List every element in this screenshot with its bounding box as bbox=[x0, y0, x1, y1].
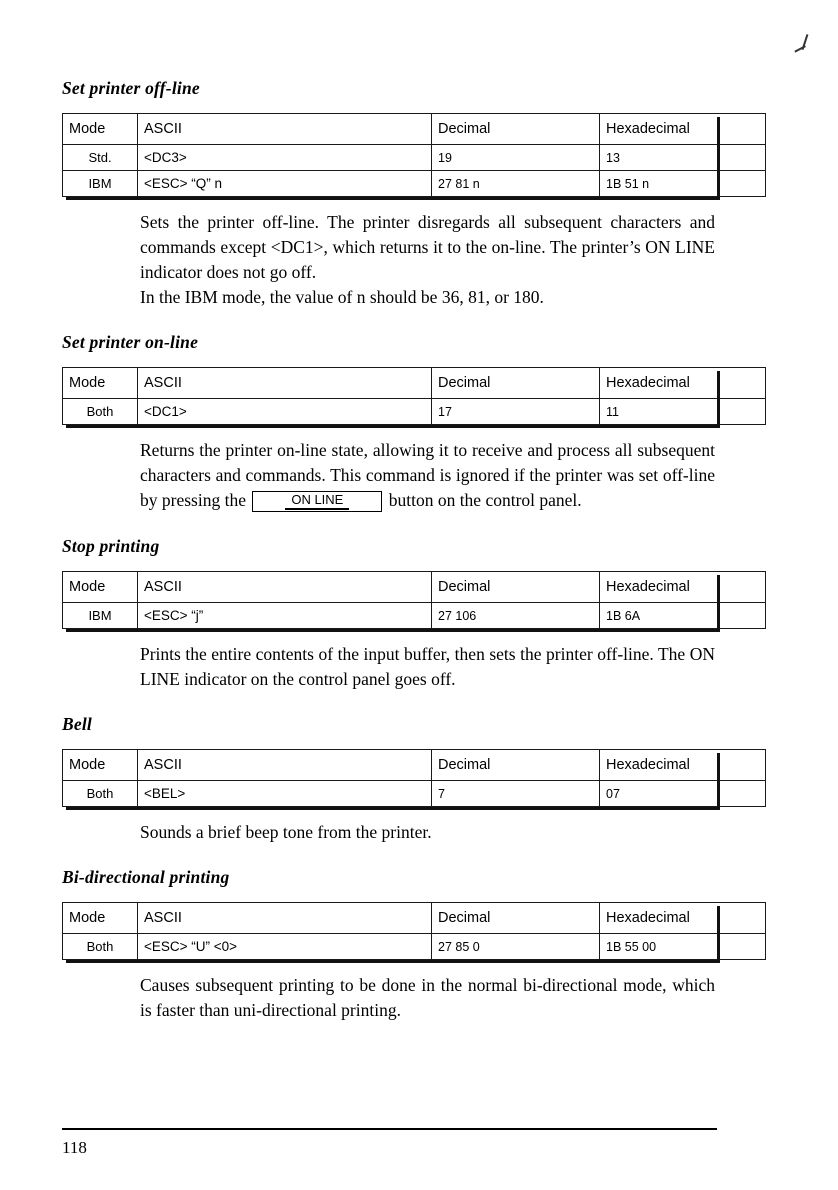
col-header-mode: Mode bbox=[63, 572, 138, 603]
on-line-button[interactable] bbox=[252, 491, 382, 512]
section-body bbox=[140, 820, 715, 845]
table-header-row bbox=[63, 572, 766, 603]
paragraph: Sounds a brief beep tone from the printer. bbox=[140, 822, 432, 842]
col-header-ascii: ASCII bbox=[138, 368, 432, 399]
section-title: Set printer on-line bbox=[62, 332, 199, 352]
cell-mode: IBM bbox=[63, 171, 138, 197]
table-row bbox=[63, 171, 766, 197]
command-table bbox=[62, 367, 766, 425]
cell-mode: Both bbox=[63, 781, 138, 807]
cell-mode: Std. bbox=[63, 145, 138, 171]
section-body bbox=[140, 973, 715, 1023]
col-header-decimal: Decimal bbox=[432, 114, 600, 145]
col-header-hexadecimal: Hexadecimal bbox=[600, 114, 766, 145]
command-table-wrapper bbox=[62, 749, 717, 807]
paragraph: Returns the printer on-line state, allowing it to receive and process all subsequent characters and commands. This command is ignored if the printer was set off-line by pressing the ON LINE button on the control panel. bbox=[140, 440, 715, 510]
command-table bbox=[62, 571, 766, 629]
cell-decimal: 27 106 bbox=[432, 603, 600, 629]
col-header-mode: Mode bbox=[63, 903, 138, 934]
section-body-2 bbox=[140, 285, 715, 310]
paragraph: Sets the printer off-line. The printer disregards all subsequent characters and commands except <DC1>, which returns it to the on-line. The printer’s ON LINE indicator does not go off. bbox=[140, 212, 715, 282]
cell-ascii: <DC1> bbox=[138, 399, 432, 425]
col-header-ascii: ASCII bbox=[138, 114, 432, 145]
col-header-decimal: Decimal bbox=[432, 572, 600, 603]
section-title: Stop printing bbox=[62, 536, 160, 556]
cell-decimal: 27 81 n bbox=[432, 171, 600, 197]
command-table-wrapper bbox=[62, 571, 717, 629]
section-stop-printing bbox=[62, 536, 717, 692]
page-number: 118 bbox=[62, 1138, 87, 1157]
section-title: Bi-directional printing bbox=[62, 867, 230, 887]
command-table bbox=[62, 113, 766, 197]
section-title: Bell bbox=[62, 714, 92, 734]
table-row bbox=[63, 145, 766, 171]
section-bell bbox=[62, 714, 717, 845]
table-header-row bbox=[63, 750, 766, 781]
cell-decimal: 27 85 0 bbox=[432, 934, 600, 960]
cell-decimal: 17 bbox=[432, 399, 600, 425]
cell-hexadecimal: 07 bbox=[600, 781, 766, 807]
command-table bbox=[62, 749, 766, 807]
table-row bbox=[63, 781, 766, 807]
col-header-hexadecimal: Hexadecimal bbox=[600, 903, 766, 934]
cell-mode: Both bbox=[63, 934, 138, 960]
col-header-decimal: Decimal bbox=[432, 903, 600, 934]
cell-ascii: <ESC> “U” <0> bbox=[138, 934, 432, 960]
section-title: Set printer off-line bbox=[62, 78, 200, 98]
section-body bbox=[140, 642, 715, 692]
col-header-decimal: Decimal bbox=[432, 750, 600, 781]
cell-ascii: <DC3> bbox=[138, 145, 432, 171]
table-row bbox=[63, 399, 766, 425]
section-set-printer-on-line bbox=[62, 332, 717, 514]
col-header-ascii: ASCII bbox=[138, 903, 432, 934]
col-header-decimal: Decimal bbox=[432, 368, 600, 399]
command-table-wrapper bbox=[62, 367, 717, 425]
command-table-wrapper bbox=[62, 113, 717, 197]
col-header-ascii: ASCII bbox=[138, 572, 432, 603]
table-header-row bbox=[63, 903, 766, 934]
table-header-row bbox=[63, 114, 766, 145]
command-table-wrapper bbox=[62, 902, 717, 960]
cell-hexadecimal: 11 bbox=[600, 399, 766, 425]
cell-ascii: <BEL> bbox=[138, 781, 432, 807]
paragraph: Prints the entire contents of the input buffer, then sets the printer off-line. The ON LINE indicator on the control panel goes off. bbox=[140, 644, 715, 689]
col-header-hexadecimal: Hexadecimal bbox=[600, 750, 766, 781]
footer-divider bbox=[62, 1128, 717, 1130]
cell-decimal: 7 bbox=[432, 781, 600, 807]
cell-hexadecimal: 1B 55 00 bbox=[600, 934, 766, 960]
cell-hexadecimal: 1B 6A bbox=[600, 603, 766, 629]
col-header-mode: Mode bbox=[63, 114, 138, 145]
paragraph: In the IBM mode, the value of n should be 36, 81, or 180. bbox=[140, 287, 544, 307]
cell-mode: IBM bbox=[63, 603, 138, 629]
table-header-row bbox=[63, 368, 766, 399]
col-header-ascii: ASCII bbox=[138, 750, 432, 781]
page-content bbox=[62, 78, 717, 1027]
cell-hexadecimal: 13 bbox=[600, 145, 766, 171]
section-set-printer-off-line bbox=[62, 78, 717, 310]
col-header-mode: Mode bbox=[63, 750, 138, 781]
cell-mode: Both bbox=[63, 399, 138, 425]
col-header-hexadecimal: Hexadecimal bbox=[600, 368, 766, 399]
cell-ascii: <ESC> “Q” n bbox=[138, 171, 432, 197]
table-row bbox=[63, 603, 766, 629]
command-table bbox=[62, 902, 766, 960]
section-body bbox=[140, 438, 715, 514]
corner-pen-mark-icon bbox=[790, 34, 816, 68]
section-bi-directional-printing bbox=[62, 867, 717, 1023]
on-line-button-label: ON LINE bbox=[285, 492, 349, 510]
cell-decimal: 19 bbox=[432, 145, 600, 171]
cell-hexadecimal: 1B 51 n bbox=[600, 171, 766, 197]
table-row bbox=[63, 934, 766, 960]
col-header-mode: Mode bbox=[63, 368, 138, 399]
paragraph: Causes subsequent printing to be done in the normal bi-directional mode, which is faster than uni-directional printing. bbox=[140, 975, 715, 1020]
col-header-hexadecimal: Hexadecimal bbox=[600, 572, 766, 603]
section-body bbox=[140, 210, 715, 285]
cell-ascii: <ESC> “j” bbox=[138, 603, 432, 629]
